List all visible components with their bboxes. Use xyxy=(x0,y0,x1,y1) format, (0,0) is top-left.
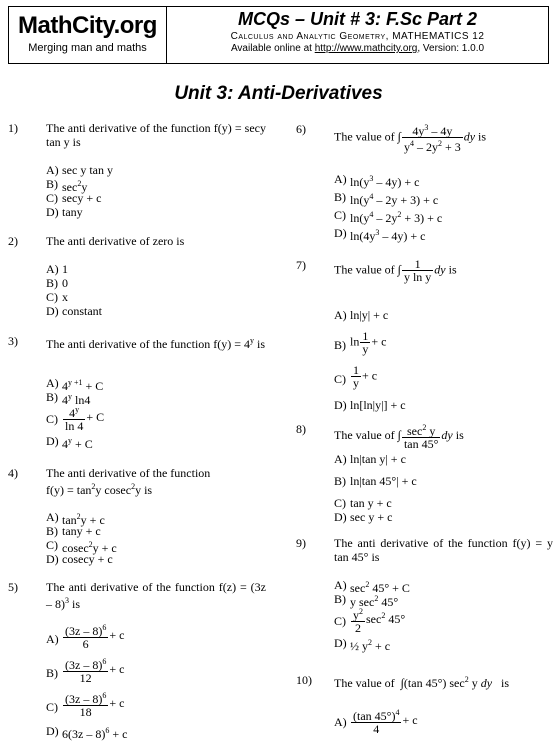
question-stem: The value of ∫(tan 45°) $\sec^2 y$ dy is xyxy=(334,675,510,690)
mathcity-logo xyxy=(9,7,167,63)
brand-name: MathCity.org xyxy=(18,12,157,39)
question-stem: The anti derivative of the function $f(y) = 4^y$ is xyxy=(46,336,266,351)
question-stem: The anti derivative of zero is xyxy=(46,234,185,248)
doc-subtitle: Calculus and Analytic Geometry, MATHEMATICS 12 xyxy=(230,31,485,42)
question-stem: The value of ∫ $\frac{1}{\text{y ln y}}$ dy is xyxy=(334,257,457,284)
unit-title: Unit 3: Anti-Derivatives xyxy=(174,83,383,104)
question-stem: The anti derivative of the function f(y) = secy tan y is xyxy=(46,121,266,149)
doc-title: MCQs – Unit # 3: F.Sc Part 2 xyxy=(237,9,478,29)
question-stem: The value of ∫ $\frac{\sec^2 y}{\tan 45^\circ}$ dy is xyxy=(334,423,464,451)
question-stem: The anti derivative of the function f(z) = (3z – 8)$^3$ is xyxy=(46,580,266,611)
question-stem: The anti derivative of the function $f(y) = \tan^2y$ cosec$^2$y is xyxy=(46,466,211,497)
site-link[interactable]: http://www.mathcity.org xyxy=(314,43,418,54)
header-info xyxy=(167,7,548,63)
page-header xyxy=(8,6,549,64)
availability: Available online at http://www.mathcity.org, Version: 1.0.0 xyxy=(230,43,485,54)
brand-tagline: Merging man and maths xyxy=(28,42,147,54)
question-stem: The value of ∫ $\frac{4y^3 - 4y}{y^4 - 2y^2 + 3}$ dy is xyxy=(334,123,487,154)
question-stem: The anti derivative of the function f(y) = y tan 45° is xyxy=(334,536,553,564)
